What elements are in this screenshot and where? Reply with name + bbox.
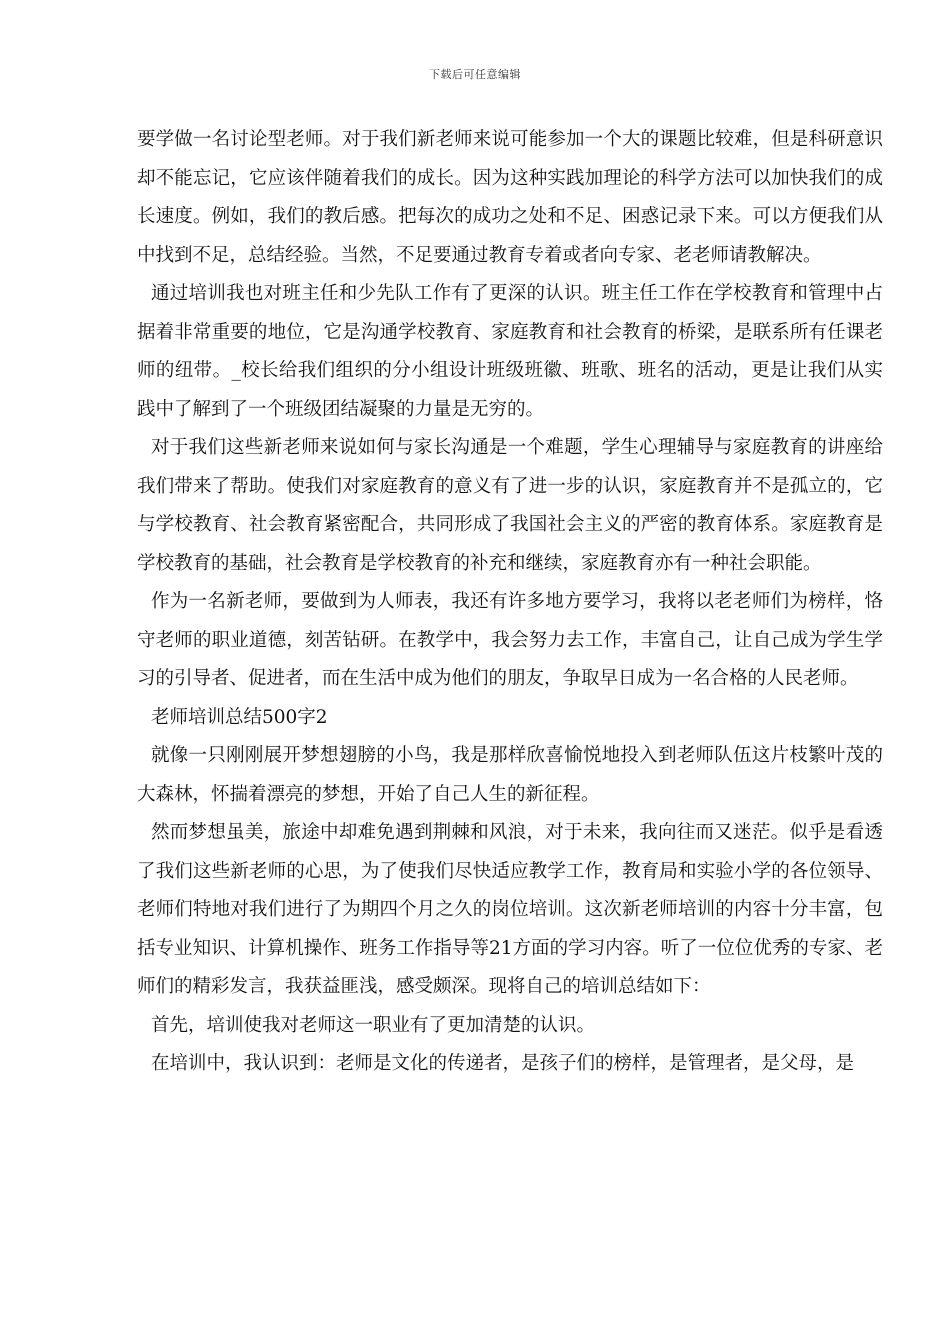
paragraph-class-teacher-work: 通过培训我也对班主任和少先队工作有了更深的认识。班主任工作在学校教育和管理中占据着非常重要的地位，它是沟通学校教育、家庭教育和社会教育的桥梁，是联系所有任课老师的纽带。_校长给我们组织的分小组设计班级班徽、班歌、班名的活动，更是让我们从实践中了解到了一个班级团结凝聚的力量是无穷的。	[137, 283, 883, 420]
section-heading: 老师培训总结500字2	[151, 706, 328, 728]
paragraph-parent-communication: 对于我们这些新老师来说如何与家长沟通是一个难题，学生心理辅导与家庭教育的讲座给我们带来了帮助。使我们对家庭教育的意义有了进一步的认识，家庭教育并不是孤立的，它与学校教育、社会教育紧密配合，共同形成了我国社会主义的严密的教育体系。家庭教育是学校教育的基础，社会教育是学校教育的补充和继续，家庭教育亦有一种社会职能。	[137, 437, 883, 574]
body-text	[137, 121, 883, 1084]
header-note: 下载后可任意编辑	[429, 68, 521, 81]
paragraph-role-model: 作为一名新老师，要做到为人师表，我还有许多地方要学习，我将以老老师们为榜样，恪守老师的职业道德，刻苦钻研。在教学中，我会努力去工作，丰富自己，让自己成为学生学习的引导者、促进者，而在生活中成为他们的朋友，争取早日成为一名合格的人民老师。	[137, 591, 883, 689]
paragraph-new-journey: 就像一只刚刚展开梦想翅膀的小鸟，我是那样欣喜愉悦地投入到老师队伍这片枝繁叶茂的大森林，怀揣着漂亮的梦想，开始了自己人生的新征程。	[137, 745, 883, 805]
paragraph-teacher-roles: 在培训中，我认识到：老师是文化的传递者，是孩子们的榜样，是管理者，是父母，是	[151, 1053, 855, 1074]
paragraph-research-awareness: 要学做一名讨论型老师。对于我们新老师来说可能参加一个大的课题比较难，但是科研意识却不能忘记，它应该伴随着我们的成长。因为这种实践加理论的科学方法可以加快我们的成长速度。例如，我们的教后感。把每次的成功之处和不足、困惑记录下来。可以方便我们从中找到不足，总结经验。当然，不足要通过教育专着或者向专家、老老师请教解决。	[137, 129, 883, 266]
paragraph-first-point: 首先，培训使我对老师这一职业有了更加清楚的认识。	[151, 1014, 596, 1036]
paragraph-training-overview: 然而梦想虽美，旅途中却难免遇到荆棘和风浪，对于未来，我向往而又迷茫。似乎是看透了我们这些新老师的心思，为了使我们尽快适应教学工作，教育局和实验小学的各位领导、老师们特地对我们进行了为期四个月之久的岗位培训。这次新老师培训的内容十分丰富，包括专业知识、计算机操作、班务工作指导等21方面的学习内容。听了一位位优秀的专家、老师们的精彩发言，我获益匪浅，感受颇深。现将自己的培训总结如下：	[137, 822, 883, 997]
